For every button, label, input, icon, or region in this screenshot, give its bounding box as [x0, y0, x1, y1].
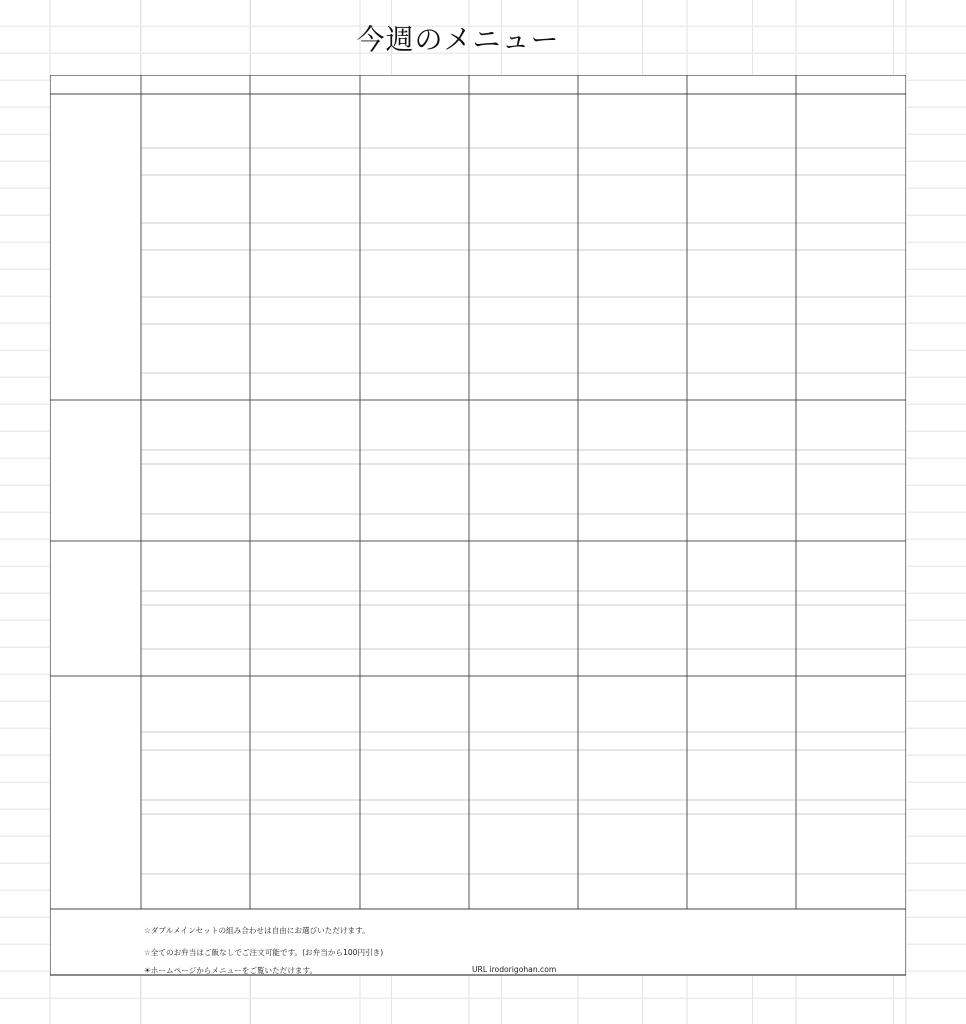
- menu-cell: [141, 250, 250, 297]
- menu-cell: [796, 541, 906, 591]
- menu-cell: [360, 750, 469, 800]
- day-header: [469, 75, 578, 94]
- menu-cell: [360, 175, 469, 223]
- menu-cell: [250, 148, 360, 175]
- menu-cell: [141, 94, 250, 148]
- ampersand: [796, 800, 906, 814]
- day-header: [687, 75, 796, 94]
- menu-cell: [578, 373, 687, 400]
- menu-cell: [469, 175, 578, 223]
- menu-cell: [578, 324, 687, 373]
- menu-cell: [141, 400, 250, 450]
- note-no-rice: ☆全てのお弁当はご飯なしでご注文可能です。(お弁当から100円引き): [144, 948, 384, 957]
- menu-cell: [687, 148, 796, 175]
- menu-cell: [469, 373, 578, 400]
- menu-cell: [796, 676, 906, 732]
- menu-cell: [687, 223, 796, 250]
- menu-cell: [360, 874, 469, 909]
- menu-cell: [141, 223, 250, 250]
- ampersand: [796, 450, 906, 464]
- menu-cell: [360, 223, 469, 250]
- menu-cell: [687, 373, 796, 400]
- menu-cell: [250, 874, 360, 909]
- day-header: [360, 75, 469, 94]
- menu-cell: [141, 148, 250, 175]
- menu-cell: [796, 297, 906, 324]
- homepage-url[interactable]: URL irodorigohan.com: [472, 965, 557, 974]
- ampersand: [360, 800, 469, 814]
- set-label: [50, 94, 141, 400]
- menu-cell: [250, 175, 360, 223]
- menu-cell: [360, 464, 469, 514]
- menu-cell: [141, 464, 250, 514]
- day-header: [250, 75, 360, 94]
- ampersand: [141, 591, 250, 605]
- menu-cell: [360, 373, 469, 400]
- menu-cell: [578, 541, 687, 591]
- menu-cell: [250, 297, 360, 324]
- ampersand: [796, 732, 906, 750]
- menu-cell: [796, 400, 906, 450]
- menu-cell: [469, 514, 578, 541]
- menu-cell: [687, 514, 796, 541]
- ampersand: [141, 732, 250, 750]
- menu-cell: [687, 464, 796, 514]
- menu-cell: [360, 297, 469, 324]
- menu-cell: [796, 514, 906, 541]
- menu-cell: [796, 250, 906, 297]
- menu-cell: [141, 373, 250, 400]
- menu-cell: [687, 94, 796, 148]
- menu-cell: [687, 591, 796, 605]
- menu-cell: [250, 750, 360, 800]
- menu-cell: [796, 605, 906, 649]
- menu-cell: [796, 94, 906, 148]
- menu-cell: [687, 605, 796, 649]
- menu-cell: [578, 649, 687, 676]
- menu-cell: [250, 676, 360, 732]
- day-header: [796, 75, 906, 94]
- ampersand: [360, 591, 469, 605]
- menu-cell: [687, 800, 796, 814]
- ampersand: [250, 732, 360, 750]
- menu-cell: [250, 605, 360, 649]
- menu-cell: [141, 514, 250, 541]
- menu-cell: [578, 94, 687, 148]
- menu-cell: [578, 514, 687, 541]
- menu-cell: [687, 324, 796, 373]
- set-label: [50, 400, 141, 541]
- menu-cell: [141, 676, 250, 732]
- menu-cell: [360, 250, 469, 297]
- menu-cell: [687, 874, 796, 909]
- menu-cell: [360, 676, 469, 732]
- menu-cell: [687, 450, 796, 464]
- menu-cell: [469, 464, 578, 514]
- menu-cell: [469, 324, 578, 373]
- menu-cell: [141, 814, 250, 874]
- ampersand: [250, 591, 360, 605]
- menu-cell: [796, 324, 906, 373]
- menu-cell: [469, 676, 578, 732]
- menu-cell: [141, 175, 250, 223]
- menu-area: [50, 75, 906, 975]
- menu-cell: [796, 464, 906, 514]
- menu-cell: [687, 732, 796, 750]
- menu-cell: [141, 541, 250, 591]
- note-double-set: ☆ダブルメインセットの組み合わせは自由にお選びいただけます。: [144, 926, 370, 935]
- menu-cell: [469, 605, 578, 649]
- menu-cell: [687, 541, 796, 591]
- menu-cell: [141, 297, 250, 324]
- menu-cell: [687, 250, 796, 297]
- menu-cell: [250, 514, 360, 541]
- menu-cell: [360, 324, 469, 373]
- menu-cell: [796, 148, 906, 175]
- ampersand: [141, 450, 250, 464]
- menu-cell: [469, 148, 578, 175]
- menu-cell: [578, 400, 687, 450]
- menu-cell: [796, 750, 906, 800]
- menu-cell: [796, 649, 906, 676]
- menu-cell: [469, 750, 578, 800]
- menu-cell: [469, 814, 578, 874]
- menu-cell: [687, 400, 796, 450]
- menu-cell: [469, 450, 578, 464]
- day-header: [578, 75, 687, 94]
- menu-cell: [687, 175, 796, 223]
- menu-cell: [360, 94, 469, 148]
- menu-cell: [250, 541, 360, 591]
- menu-cell: [578, 250, 687, 297]
- menu-cell: [796, 814, 906, 874]
- ampersand: [250, 450, 360, 464]
- menu-cell: [469, 94, 578, 148]
- menu-cell: [250, 223, 360, 250]
- ampersand: [360, 450, 469, 464]
- ampersand: [250, 800, 360, 814]
- menu-cell: [141, 605, 250, 649]
- set-label: [50, 541, 141, 676]
- menu-cell: [250, 649, 360, 676]
- menu-cell: [469, 400, 578, 450]
- menu-cell: [141, 324, 250, 373]
- menu-cell: [578, 464, 687, 514]
- menu-cell: [578, 750, 687, 800]
- menu-cell: [469, 223, 578, 250]
- menu-cell: [250, 400, 360, 450]
- menu-cell: [578, 175, 687, 223]
- ampersand: [141, 800, 250, 814]
- ampersand: [578, 591, 687, 605]
- menu-cell: [469, 591, 578, 605]
- menu-cell: [796, 373, 906, 400]
- menu-cell: [578, 297, 687, 324]
- menu-cell: [578, 223, 687, 250]
- ampersand: [578, 732, 687, 750]
- menu-cell: [360, 541, 469, 591]
- menu-cell: [578, 814, 687, 874]
- menu-cell: [360, 514, 469, 541]
- menu-cell: [687, 814, 796, 874]
- menu-cell: [469, 874, 578, 909]
- ampersand: [796, 591, 906, 605]
- menu-cell: [687, 649, 796, 676]
- menu-cell: [796, 874, 906, 909]
- note-homepage: ☀ホームページからメニューをご覧いただけます。: [144, 966, 318, 975]
- menu-cell: [469, 297, 578, 324]
- menu-cell: [360, 400, 469, 450]
- menu-cell: [469, 250, 578, 297]
- menu-cell: [687, 297, 796, 324]
- menu-cell: [141, 874, 250, 909]
- menu-cell: [250, 373, 360, 400]
- menu-cell: [360, 814, 469, 874]
- menu-cell: [578, 874, 687, 909]
- ampersand: [360, 732, 469, 750]
- menu-cell: [250, 250, 360, 297]
- menu-cell: [141, 750, 250, 800]
- menu-cell: [796, 223, 906, 250]
- menu-cell: [141, 649, 250, 676]
- ampersand: [578, 450, 687, 464]
- menu-cell: [687, 676, 796, 732]
- menu-cell: [578, 148, 687, 175]
- menu-cell: [360, 605, 469, 649]
- menu-cell: [250, 324, 360, 373]
- menu-cell: [469, 800, 578, 814]
- day-header: [141, 75, 250, 94]
- page-title: 今週のメニュー: [356, 23, 560, 56]
- menu-cell: [687, 750, 796, 800]
- menu-cell: [360, 148, 469, 175]
- menu-cell: [360, 649, 469, 676]
- ampersand: [578, 800, 687, 814]
- menu-cell: [796, 175, 906, 223]
- menu-cell: [578, 605, 687, 649]
- menu-cell: [469, 649, 578, 676]
- menu-cell: [250, 464, 360, 514]
- menu-cell: [578, 676, 687, 732]
- set-label: [50, 676, 141, 909]
- menu-cell: [250, 94, 360, 148]
- menu-cell: [250, 814, 360, 874]
- menu-cell: [469, 732, 578, 750]
- menu-cell: [469, 541, 578, 591]
